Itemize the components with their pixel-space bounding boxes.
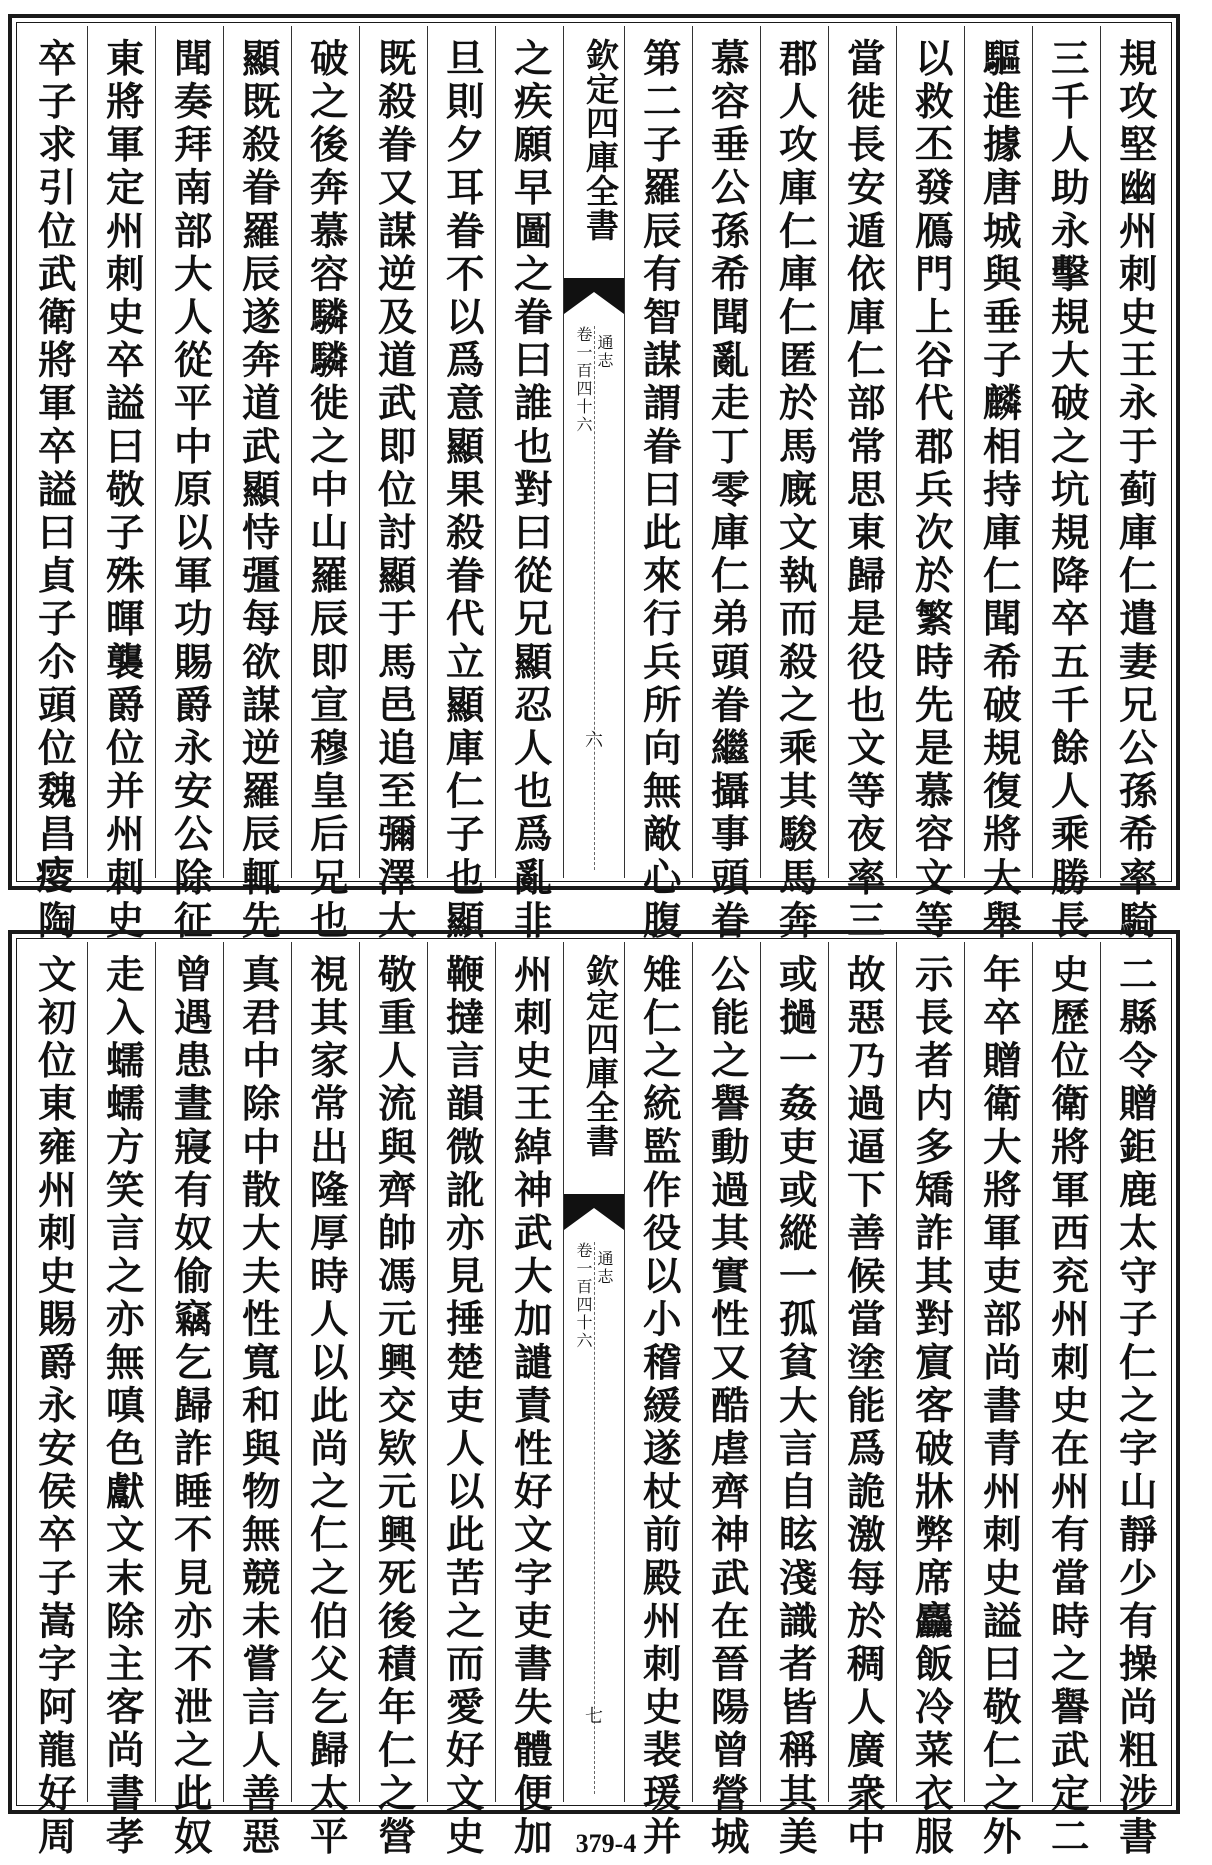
- top-columns-area: [20, 26, 1168, 944]
- column-text: 顯既殺眷羅辰遂奔道武顯恃彊每欲謀逆羅辰輒先: [235, 38, 281, 944]
- text-column: [760, 26, 828, 944]
- column-text: 驅進據唐城與垂子麟相持庫仁聞希破規復將大舉: [976, 38, 1022, 944]
- text-column: [896, 942, 964, 1860]
- column-text: 公能之譽動過其實性又酷虐齊神武在晉陽曾營城: [704, 954, 750, 1860]
- column-text: 規攻堅幽州刺史王永于蓟庫仁遣妻兄公孫希率騎: [1112, 38, 1158, 944]
- text-column: [495, 942, 563, 1860]
- bottom-right-half: [625, 942, 1168, 1860]
- column-text: 二縣令贈鉅鹿太守子仁之字山靜少有操尚粗涉書: [1112, 954, 1158, 1860]
- column-text: 示長者内多矯詐其對賔客破牀弊席麤飯冷菜衣服: [908, 954, 954, 1860]
- text-column: [427, 26, 495, 944]
- spine-book: 通志: [595, 1250, 614, 1286]
- column-text: 旦則夕耳眷不以爲意顯果殺眷代立顯庫仁子也顯: [439, 38, 485, 944]
- spine-title: 欽定四庫全書: [581, 954, 620, 1158]
- column-text: 東將軍定州刺史卒謚曰敬子殊暉襲爵位并州刺史: [99, 38, 145, 944]
- text-column: [20, 942, 87, 1860]
- column-text: 鞭撻言韻微訛亦見捶楚吏人以此苦之而愛好文史: [439, 954, 485, 1860]
- text-column: [828, 942, 896, 1860]
- spine-title: 欽定四庫全書: [581, 38, 620, 242]
- text-column: [427, 942, 495, 1860]
- column-text: 慕容垂公孫希聞亂走丁零庫仁弟頭眷繼攝事頭眷: [704, 38, 750, 944]
- column-text: 州刺史王綽神武大加譴責性好文字吏書失體便加: [507, 954, 553, 1860]
- column-text: 以救丕發鴈門上谷代郡兵次於繁時先是慕容文等: [908, 38, 954, 944]
- column-text: 卒子求引位武衛將軍卒謚曰貞子尒頭位魏昌𤸃陶: [31, 38, 77, 944]
- text-column: [223, 942, 291, 1860]
- column-text: 郡人攻庫仁庫仁匿於馬廐文執而殺之乘其駿馬奔: [772, 38, 818, 944]
- text-column: [291, 26, 359, 944]
- spine-book: 通志: [595, 334, 614, 370]
- column-text: 故惡乃過逼下善候當塗能爲詭激每於稠人廣衆中: [840, 954, 886, 1860]
- column-text: 年卒贈衛大將軍吏部尚書青州刺史謚曰敬仁之外: [976, 954, 1022, 1860]
- column-text: 當徙長安遁依庫仁部常思東歸是役也文等夜率三: [840, 38, 886, 944]
- text-column: [964, 26, 1032, 944]
- column-text: 雉仁之統監作役以小稽緩遂杖前殿州刺史裴瑗并: [636, 954, 682, 1860]
- top-page-panel: [8, 14, 1180, 944]
- column-text: 走入蠕蠕方笑言之亦無嗔色獻文末除主客尚書孝: [99, 954, 145, 1860]
- top-left-half: [20, 26, 563, 944]
- text-column: [692, 942, 760, 1860]
- column-text: 或撾一姦吏或縱一孤貧大言自眩淺識者皆稱其美: [772, 954, 818, 1860]
- text-column: [896, 26, 964, 944]
- text-column: [1032, 26, 1100, 944]
- spine-page-number: 七: [585, 1706, 603, 1727]
- text-column: [1100, 26, 1168, 944]
- spine-volume: 卷一百四十六: [574, 1242, 593, 1350]
- top-right-half: [625, 26, 1168, 944]
- page-number-footer: 379-4: [575, 1829, 637, 1858]
- spine-page-number: 六: [585, 730, 603, 751]
- text-column: [291, 942, 359, 1860]
- column-text: 視其家常出隆厚時人以此尚之仁之伯父乞歸太平: [303, 954, 349, 1860]
- text-column: [223, 26, 291, 944]
- text-column: [692, 26, 760, 944]
- column-text: 曾遇患晝寢有奴偷竊乞歸詐睡不見亦不泄之此奴: [167, 954, 213, 1860]
- column-text: 既殺眷又謀逆及道武即位討顯于馬邑追至彌澤大: [371, 38, 417, 944]
- text-column: [625, 942, 692, 1860]
- text-column: [964, 942, 1032, 1860]
- text-column: [87, 26, 155, 944]
- column-text: 真君中除中散大夫性寬和與物無競未嘗言人善惡: [235, 954, 281, 1860]
- text-column: [760, 942, 828, 1860]
- text-column: [87, 942, 155, 1860]
- text-column: [359, 26, 427, 944]
- column-text: 敬重人流與齊帥馮元興交欵元興死後積年仁之營: [371, 954, 417, 1860]
- text-column: [625, 26, 692, 944]
- column-text: 史歷位衛將軍西兖州刺史在州有當時之譽武定二: [1044, 954, 1090, 1860]
- column-text: 聞奏拜南部大人從平中原以軍功賜爵永安公除征: [167, 38, 213, 944]
- text-column: [828, 26, 896, 944]
- fishtail-ornament: [564, 1194, 624, 1230]
- spine-volume: 卷一百四十六: [574, 326, 593, 434]
- text-column: [1032, 942, 1100, 1860]
- fishtail-ornament: [564, 278, 624, 314]
- column-text: 第二子羅辰有智謀謂眷曰此來行兵所向無敵心腹: [636, 38, 682, 944]
- top-spine: [563, 26, 625, 878]
- text-column: [495, 26, 563, 944]
- bottom-spine: [563, 942, 625, 1802]
- text-column: [20, 26, 87, 944]
- bottom-left-half: [20, 942, 563, 1860]
- column-text: 破之後奔慕容驎驎徙之中山羅辰即宣穆皇后兄也: [303, 38, 349, 944]
- column-text: 之疾願早圖之眷曰誰也對曰從兄顯忍人也爲亂非: [507, 38, 553, 944]
- column-text: 文初位東雍州刺史賜爵永安侯卒子嵩字阿龍好周: [31, 954, 77, 1860]
- text-column: [155, 942, 223, 1860]
- text-column: [359, 942, 427, 1860]
- text-column: [155, 26, 223, 944]
- text-column: [1100, 942, 1168, 1860]
- column-text: 三千人助永擊規大破之坑規降卒五千餘人乘勝長: [1044, 38, 1090, 944]
